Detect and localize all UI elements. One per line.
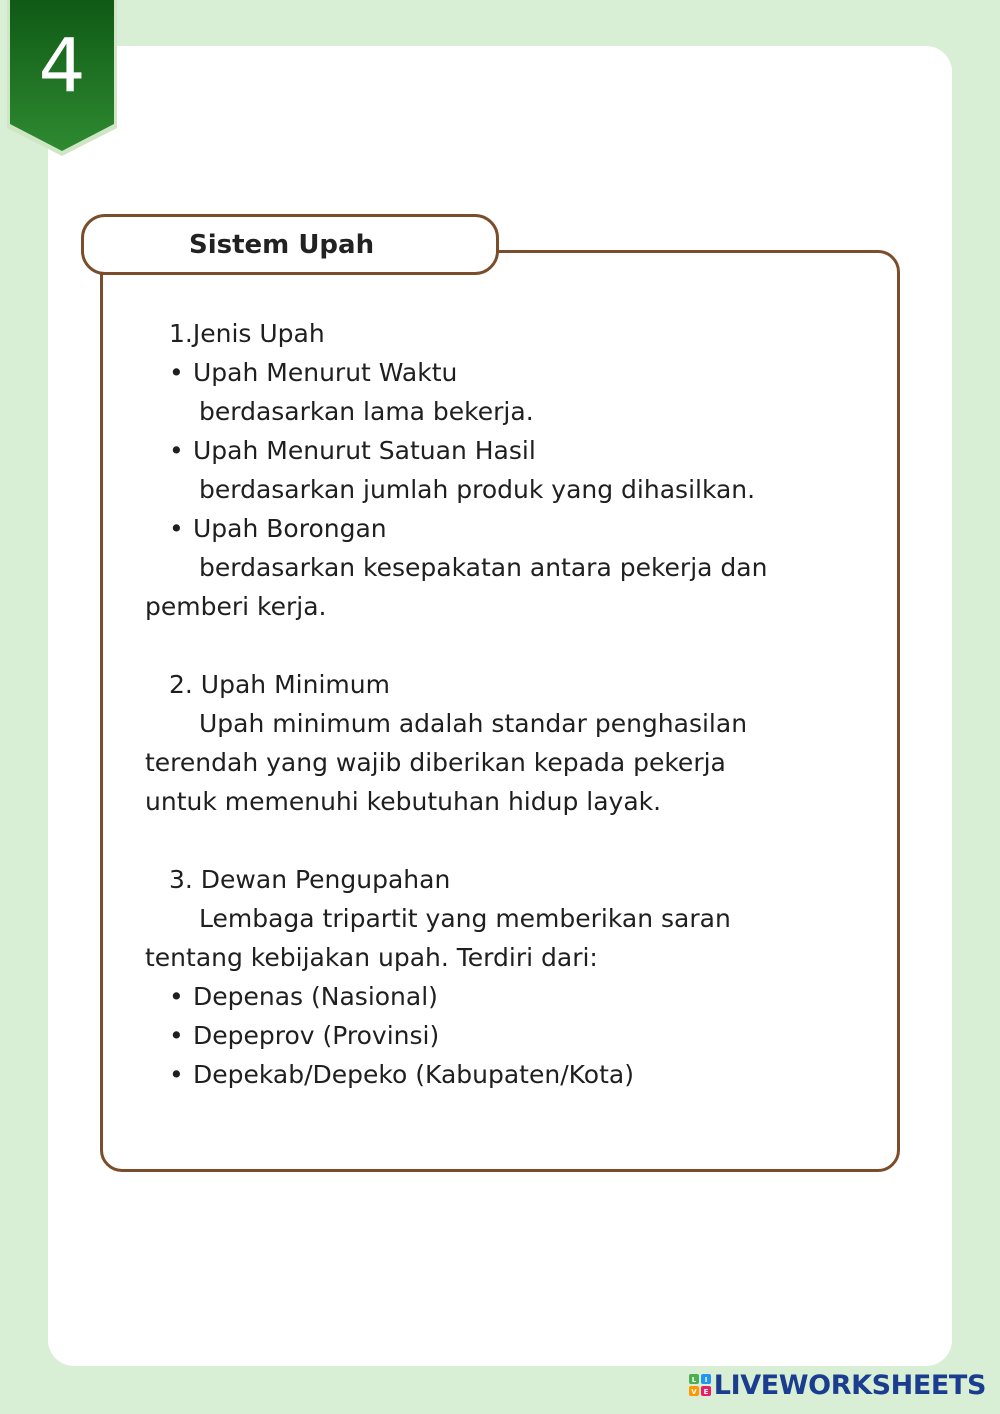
paragraph-line: tentang kebijakan upah. Terdiri dari: bbox=[145, 943, 598, 972]
section-heading-jenis-upah: 1.Jenis Upah bbox=[169, 319, 325, 348]
svg-text:I: I bbox=[704, 1376, 708, 1384]
list-item-description: berdasarkan kesepakatan antara pekerja dan bbox=[199, 553, 768, 582]
section-title: Sistem Upah bbox=[189, 230, 375, 260]
paragraph-line: Upah minimum adalah standar penghasilan bbox=[199, 709, 748, 738]
list-item-label: Upah Menurut Satuan Hasil bbox=[193, 436, 536, 465]
svg-text:L: L bbox=[691, 1376, 696, 1384]
list-item-description-cont: pemberi kerja. bbox=[145, 592, 327, 621]
spacer bbox=[145, 626, 865, 665]
svg-text:E: E bbox=[703, 1388, 709, 1396]
section-heading-dewan-pengupahan: 3. Dewan Pengupahan bbox=[169, 865, 451, 894]
liveworksheets-logo-icon bbox=[689, 1374, 711, 1396]
list-item bbox=[145, 1055, 865, 1094]
list-item bbox=[145, 1016, 865, 1055]
paragraph-line: terendah yang wajib diberikan kepada pekerja bbox=[145, 748, 726, 777]
page-number-badge bbox=[7, 0, 117, 156]
list-item-description: berdasarkan jumlah produk yang dihasilkan. bbox=[199, 475, 756, 504]
bullet-icon: • bbox=[169, 514, 184, 543]
spacer bbox=[145, 821, 865, 860]
paragraph-line: untuk memenuhi kebutuhan hidup layak. bbox=[145, 787, 662, 816]
bullet-icon: • bbox=[169, 1060, 184, 1089]
list-item-label: Upah Menurut Waktu bbox=[193, 358, 458, 387]
brand-text: LIVEWORKSHEETS bbox=[713, 1369, 986, 1401]
list-item-label: Upah Borongan bbox=[193, 514, 387, 543]
bullet-icon: • bbox=[169, 1021, 184, 1050]
list-item bbox=[145, 509, 865, 548]
bullet-icon: • bbox=[169, 358, 184, 387]
page-number: 4 bbox=[38, 23, 86, 109]
list-item-description: berdasarkan lama bekerja. bbox=[199, 397, 534, 426]
content-body bbox=[145, 314, 865, 1094]
list-item-label: Depenas (Nasional) bbox=[193, 982, 438, 1011]
list-item-label: Depeprov (Provinsi) bbox=[193, 1021, 440, 1050]
paragraph-line: Lembaga tripartit yang memberikan saran bbox=[199, 904, 731, 933]
section-heading-upah-minimum: 2. Upah Minimum bbox=[169, 670, 390, 699]
bullet-icon: • bbox=[169, 436, 184, 465]
liveworksheets-brand[interactable] bbox=[689, 1370, 986, 1400]
list-item bbox=[145, 977, 865, 1016]
list-item-label: Depekab/Depeko (Kabupaten/Kota) bbox=[193, 1060, 634, 1089]
section-title-tab bbox=[81, 214, 499, 275]
svg-text:V: V bbox=[691, 1388, 697, 1396]
bullet-icon: • bbox=[169, 982, 184, 1011]
list-item bbox=[145, 431, 865, 470]
list-item bbox=[145, 353, 865, 392]
